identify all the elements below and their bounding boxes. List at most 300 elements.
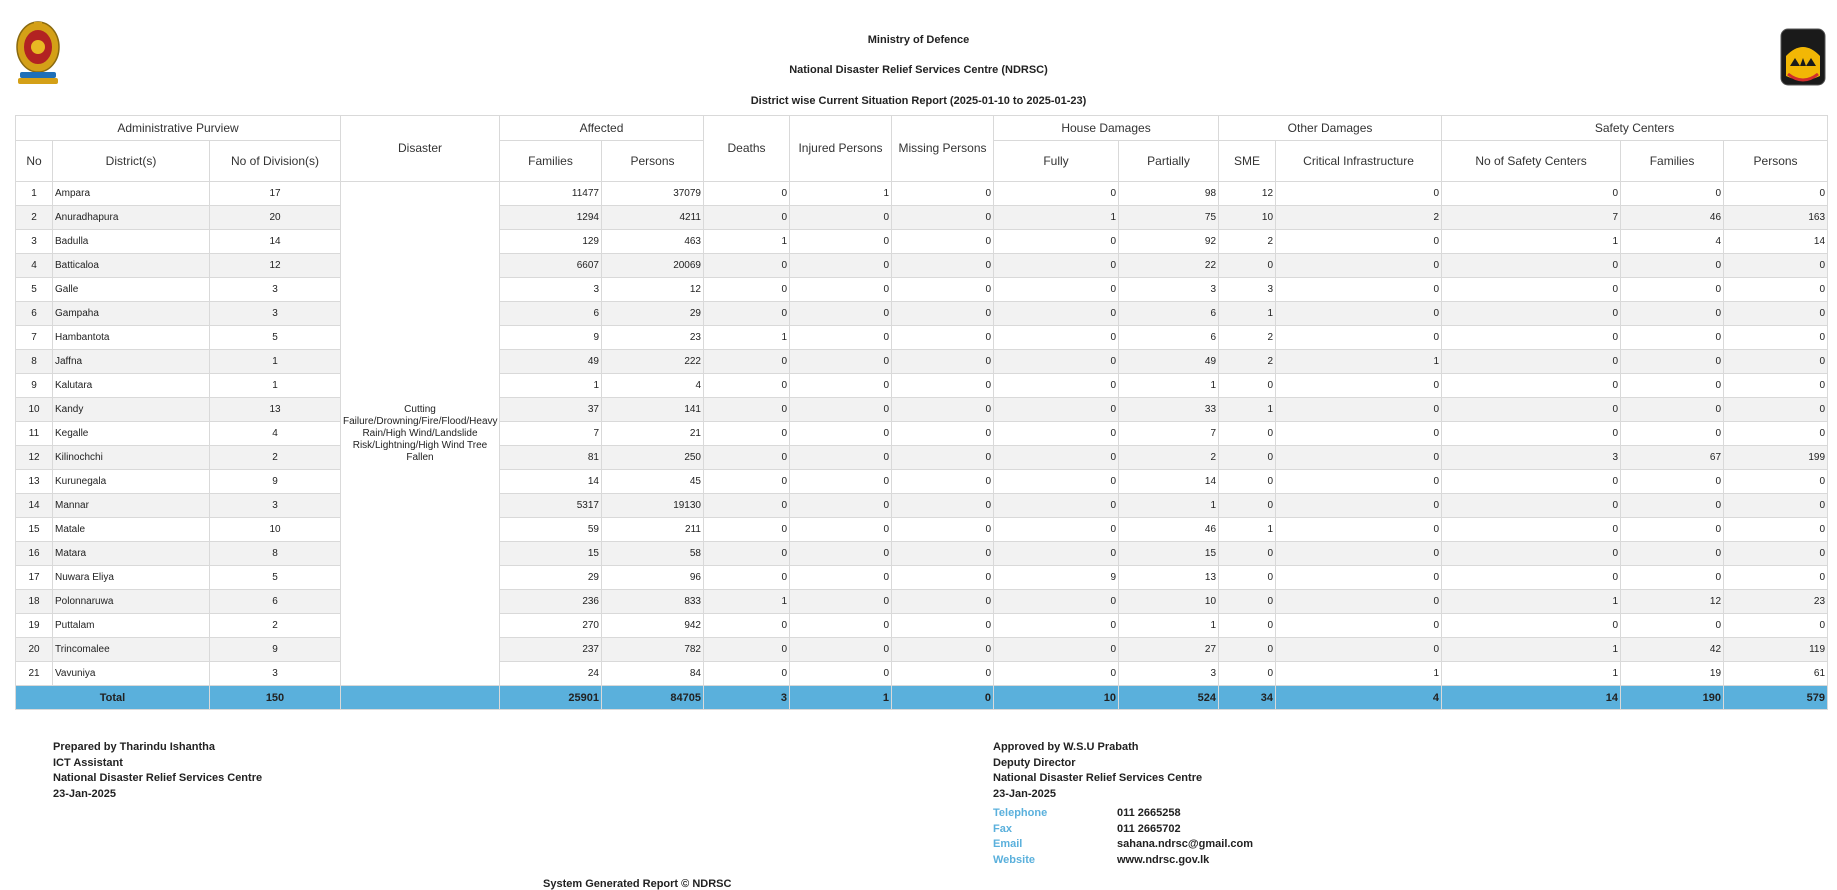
table-row: [16, 662, 1828, 686]
total-affected-families: 25901: [500, 686, 602, 710]
cell-deaths: 0: [704, 182, 790, 206]
prepared-by-block: [53, 740, 262, 802]
cell-partially: 22: [1119, 254, 1219, 278]
cell-affected-persons: 463: [602, 230, 704, 254]
cell-partially: 1: [1119, 614, 1219, 638]
cell-sme: 0: [1219, 494, 1276, 518]
header-other-damages: Other Damages: [1219, 116, 1442, 141]
cell-critical-infrastructure: 0: [1276, 590, 1442, 614]
table-row: [16, 494, 1828, 518]
cell-critical-infrastructure: 1: [1276, 662, 1442, 686]
cell-safety-persons: 0: [1724, 614, 1828, 638]
table-row: [16, 446, 1828, 470]
cell-partially: 49: [1119, 350, 1219, 374]
cell-partially: 46: [1119, 518, 1219, 542]
cell-missing: 0: [892, 182, 994, 206]
total-label: Total: [16, 686, 210, 710]
cell-affected-persons: 782: [602, 638, 704, 662]
cell-critical-infrastructure: 0: [1276, 638, 1442, 662]
cell-sme: 1: [1219, 302, 1276, 326]
cell-injured: 0: [790, 350, 892, 374]
cell-critical-infrastructure: 0: [1276, 566, 1442, 590]
cell-divisions: 9: [210, 638, 341, 662]
cell-deaths: 1: [704, 326, 790, 350]
cell-fully: 0: [994, 230, 1119, 254]
cell-divisions: 17: [210, 182, 341, 206]
cell-affected-persons: 250: [602, 446, 704, 470]
header-safety-persons: Persons: [1724, 141, 1828, 182]
cell-injured: 0: [790, 494, 892, 518]
cell-safety-count: 0: [1442, 350, 1621, 374]
cell-sme: 0: [1219, 614, 1276, 638]
cell-sme: 10: [1219, 206, 1276, 230]
cell-partially: 6: [1119, 302, 1219, 326]
cell-fully: 0: [994, 374, 1119, 398]
cell-district: Kurunegala: [53, 470, 210, 494]
approved-by-title: Deputy Director: [993, 756, 1076, 769]
cell-missing: 0: [892, 470, 994, 494]
cell-critical-infrastructure: 2: [1276, 206, 1442, 230]
cell-no: 6: [16, 302, 53, 326]
cell-critical-infrastructure: 1: [1276, 350, 1442, 374]
cell-deaths: 0: [704, 614, 790, 638]
table-row: [16, 374, 1828, 398]
cell-safety-persons: 0: [1724, 254, 1828, 278]
cell-partially: 14: [1119, 470, 1219, 494]
cell-safety-persons: 0: [1724, 278, 1828, 302]
approved-by-name: Approved by W.S.U Prabath: [993, 741, 1139, 753]
cell-critical-infrastructure: 0: [1276, 182, 1442, 206]
prepared-by-date: 23-Jan-2025: [53, 787, 116, 800]
cell-partially: 13: [1119, 566, 1219, 590]
cell-no: 2: [16, 206, 53, 230]
cell-affected-families: 6607: [500, 254, 602, 278]
cell-fully: 0: [994, 302, 1119, 326]
contact-value: 011 2665702: [1117, 822, 1181, 835]
cell-deaths: 0: [704, 446, 790, 470]
contact-website: [993, 853, 1253, 869]
cell-affected-families: 81: [500, 446, 602, 470]
cell-safety-count: 0: [1442, 182, 1621, 206]
contact-label: Website: [993, 853, 1035, 866]
cell-critical-infrastructure: 0: [1276, 494, 1442, 518]
cell-district: Badulla: [53, 230, 210, 254]
cell-district: Batticaloa: [53, 254, 210, 278]
header-safety-families: Families: [1621, 141, 1724, 182]
cell-sme: 0: [1219, 662, 1276, 686]
total-fully: 10: [994, 686, 1119, 710]
contact-label: Telephone: [993, 807, 1048, 819]
cell-divisions: 14: [210, 230, 341, 254]
header-safety-count: No of Safety Centers: [1442, 141, 1621, 182]
cell-affected-families: 59: [500, 518, 602, 542]
cell-fully: 0: [994, 350, 1119, 374]
header-sme: SME: [1219, 141, 1276, 182]
cell-safety-count: 1: [1442, 590, 1621, 614]
cell-safety-persons: 163: [1724, 206, 1828, 230]
contact-telephone: [993, 806, 1253, 822]
table-row: [16, 206, 1828, 230]
cell-no: 1: [16, 182, 53, 206]
cell-deaths: 0: [704, 638, 790, 662]
cell-safety-count: 0: [1442, 302, 1621, 326]
cell-sme: 2: [1219, 230, 1276, 254]
cell-fully: 0: [994, 470, 1119, 494]
total-deaths: 3: [704, 686, 790, 710]
cell-affected-families: 1: [500, 374, 602, 398]
cell-critical-infrastructure: 0: [1276, 422, 1442, 446]
table-row: [16, 614, 1828, 638]
cell-district: Ampara: [53, 182, 210, 206]
header-affected-persons: Persons: [602, 141, 704, 182]
cell-sme: 0: [1219, 254, 1276, 278]
cell-critical-infrastructure: 0: [1276, 470, 1442, 494]
cell-sme: 0: [1219, 422, 1276, 446]
cell-affected-persons: 4: [602, 374, 704, 398]
cell-safety-count: 1: [1442, 662, 1621, 686]
cell-no: 11: [16, 422, 53, 446]
table-row: [16, 182, 1828, 206]
cell-divisions: 2: [210, 446, 341, 470]
header-affected-families: Families: [500, 141, 602, 182]
cell-safety-families: 0: [1621, 398, 1724, 422]
cell-injured: 0: [790, 470, 892, 494]
cell-safety-families: 0: [1621, 374, 1724, 398]
cell-divisions: 20: [210, 206, 341, 230]
cell-affected-families: 6: [500, 302, 602, 326]
cell-deaths: 0: [704, 470, 790, 494]
cell-divisions: 5: [210, 326, 341, 350]
cell-safety-count: 0: [1442, 542, 1621, 566]
cell-critical-infrastructure: 0: [1276, 614, 1442, 638]
cell-safety-count: 0: [1442, 398, 1621, 422]
total-affected-persons: 84705: [602, 686, 704, 710]
cell-no: 19: [16, 614, 53, 638]
cell-fully: 0: [994, 278, 1119, 302]
table-row: [16, 590, 1828, 614]
header-critical-infrastructure: Critical Infrastructure: [1276, 141, 1442, 182]
cell-critical-infrastructure: 0: [1276, 518, 1442, 542]
cell-district: Vavuniya: [53, 662, 210, 686]
cell-sme: 3: [1219, 278, 1276, 302]
header-deaths: Deaths: [704, 116, 790, 182]
cell-critical-infrastructure: 0: [1276, 278, 1442, 302]
cell-affected-persons: 58: [602, 542, 704, 566]
cell-partially: 3: [1119, 662, 1219, 686]
cell-safety-families: 0: [1621, 254, 1724, 278]
cell-fully: 0: [994, 614, 1119, 638]
contact-label: Email: [993, 838, 1023, 850]
total-missing: 0: [892, 686, 994, 710]
cell-district: Matara: [53, 542, 210, 566]
total-safety-persons: 579: [1724, 686, 1828, 710]
cell-affected-families: 11477: [500, 182, 602, 206]
cell-injured: 0: [790, 566, 892, 590]
cell-affected-persons: 211: [602, 518, 704, 542]
cell-safety-persons: 0: [1724, 542, 1828, 566]
cell-safety-families: 0: [1621, 422, 1724, 446]
cell-deaths: 1: [704, 590, 790, 614]
cell-safety-persons: 0: [1724, 398, 1828, 422]
cell-injured: 0: [790, 374, 892, 398]
cell-missing: 0: [892, 326, 994, 350]
cell-injured: 0: [790, 446, 892, 470]
cell-sme: 0: [1219, 470, 1276, 494]
cell-missing: 0: [892, 662, 994, 686]
cell-safety-persons: 23: [1724, 590, 1828, 614]
contact-block: [993, 806, 1253, 868]
cell-district: Puttalam: [53, 614, 210, 638]
contact-value: sahana.ndrsc@gmail.com: [1117, 838, 1254, 850]
cell-district: Trincomalee: [53, 638, 210, 662]
cell-affected-families: 15: [500, 542, 602, 566]
cell-partially: 10: [1119, 590, 1219, 614]
cell-missing: 0: [892, 230, 994, 254]
cell-fully: 0: [994, 494, 1119, 518]
cell-no: 12: [16, 446, 53, 470]
cell-deaths: 0: [704, 662, 790, 686]
cell-partially: 33: [1119, 398, 1219, 422]
cell-divisions: 8: [210, 542, 341, 566]
cell-no: 16: [16, 542, 53, 566]
cell-safety-families: 0: [1621, 350, 1724, 374]
cell-affected-persons: 4211: [602, 206, 704, 230]
cell-missing: 0: [892, 254, 994, 278]
cell-injured: 0: [790, 230, 892, 254]
cell-safety-count: 0: [1442, 326, 1621, 350]
cell-safety-count: 0: [1442, 254, 1621, 278]
sri-lanka-emblem-icon: [15, 20, 61, 86]
cell-fully: 0: [994, 518, 1119, 542]
cell-affected-families: 5317: [500, 494, 602, 518]
cell-divisions: 6: [210, 590, 341, 614]
cell-critical-infrastructure: 0: [1276, 230, 1442, 254]
cell-safety-count: 0: [1442, 494, 1621, 518]
cell-injured: 0: [790, 614, 892, 638]
cell-sme: 1: [1219, 398, 1276, 422]
cell-affected-persons: 942: [602, 614, 704, 638]
cell-injured: 0: [790, 662, 892, 686]
cell-affected-families: 37: [500, 398, 602, 422]
report-title: District wise Current Situation Report (2025-01-10 to 2025-01-23): [750, 95, 1087, 107]
cell-safety-persons: 0: [1724, 566, 1828, 590]
cell-missing: 0: [892, 374, 994, 398]
cell-injured: 0: [790, 638, 892, 662]
cell-missing: 0: [892, 590, 994, 614]
ndrsc-logo-icon: [1780, 28, 1826, 86]
cell-critical-infrastructure: 0: [1276, 326, 1442, 350]
cell-divisions: 4: [210, 422, 341, 446]
cell-injured: 0: [790, 422, 892, 446]
cell-safety-persons: 0: [1724, 518, 1828, 542]
cell-divisions: 9: [210, 470, 341, 494]
cell-critical-infrastructure: 0: [1276, 254, 1442, 278]
report-body: [16, 182, 1828, 710]
situation-report-table: [15, 115, 1828, 710]
cell-no: 15: [16, 518, 53, 542]
cell-fully: 0: [994, 446, 1119, 470]
table-row: [16, 350, 1828, 374]
header-injured: Injured Persons: [790, 116, 892, 182]
cell-district: Matale: [53, 518, 210, 542]
cell-safety-persons: 0: [1724, 182, 1828, 206]
contact-value: 011 2665258: [1117, 807, 1181, 819]
cell-divisions: 2: [210, 614, 341, 638]
cell-affected-families: 14: [500, 470, 602, 494]
ministry-title: Ministry of Defence: [867, 34, 970, 46]
cell-missing: 0: [892, 422, 994, 446]
cell-partially: 2: [1119, 446, 1219, 470]
cell-affected-families: 49: [500, 350, 602, 374]
cell-safety-families: 0: [1621, 278, 1724, 302]
cell-safety-count: 0: [1442, 470, 1621, 494]
cell-critical-infrastructure: 0: [1276, 446, 1442, 470]
prepared-by-title: ICT Assistant: [53, 756, 123, 769]
cell-injured: 0: [790, 302, 892, 326]
cell-safety-count: 0: [1442, 422, 1621, 446]
cell-safety-persons: 0: [1724, 422, 1828, 446]
cell-district: Galle: [53, 278, 210, 302]
cell-sme: 1: [1219, 518, 1276, 542]
cell-safety-families: 0: [1621, 494, 1724, 518]
cell-partially: 1: [1119, 494, 1219, 518]
cell-affected-persons: 37079: [602, 182, 704, 206]
table-row: [16, 566, 1828, 590]
table-row: [16, 326, 1828, 350]
total-critical-infrastructure: 4: [1276, 686, 1442, 710]
cell-no: 10: [16, 398, 53, 422]
cell-safety-persons: 0: [1724, 350, 1828, 374]
cell-safety-families: 0: [1621, 542, 1724, 566]
cell-missing: 0: [892, 350, 994, 374]
cell-divisions: 3: [210, 278, 341, 302]
total-disaster-blank: [341, 686, 500, 710]
cell-affected-persons: 12: [602, 278, 704, 302]
cell-deaths: 0: [704, 302, 790, 326]
cell-safety-persons: 0: [1724, 302, 1828, 326]
cell-safety-families: 46: [1621, 206, 1724, 230]
cell-injured: 0: [790, 254, 892, 278]
prepared-by-org: National Disaster Relief Services Centre: [53, 772, 263, 784]
cell-affected-families: 24: [500, 662, 602, 686]
total-divisions: 150: [210, 686, 341, 710]
cell-partially: 1: [1119, 374, 1219, 398]
cell-no: 13: [16, 470, 53, 494]
cell-divisions: 1: [210, 374, 341, 398]
cell-safety-count: 7: [1442, 206, 1621, 230]
cell-affected-families: 236: [500, 590, 602, 614]
cell-affected-families: 237: [500, 638, 602, 662]
cell-safety-families: 4: [1621, 230, 1724, 254]
cell-safety-persons: 199: [1724, 446, 1828, 470]
disaster-cell: Cutting Failure/Drowning/Fire/Flood/Heavy Rain/High Wind/Landslide Risk/Lightning/High Wind Tree Fallen: [341, 182, 500, 686]
table-row: [16, 542, 1828, 566]
cell-affected-persons: 84: [602, 662, 704, 686]
cell-district: Kalutara: [53, 374, 210, 398]
cell-injured: 0: [790, 206, 892, 230]
cell-missing: 0: [892, 518, 994, 542]
cell-affected-persons: 96: [602, 566, 704, 590]
cell-sme: 0: [1219, 638, 1276, 662]
cell-partially: 3: [1119, 278, 1219, 302]
header-no: No: [16, 141, 53, 182]
total-safety-count: 14: [1442, 686, 1621, 710]
approved-by-block: [993, 740, 1202, 802]
cell-injured: 0: [790, 518, 892, 542]
cell-affected-families: 9: [500, 326, 602, 350]
cell-fully: 0: [994, 638, 1119, 662]
cell-safety-families: 19: [1621, 662, 1724, 686]
cell-injured: 1: [790, 182, 892, 206]
cell-district: Mannar: [53, 494, 210, 518]
cell-affected-persons: 833: [602, 590, 704, 614]
cell-fully: 0: [994, 254, 1119, 278]
table-row: [16, 278, 1828, 302]
cell-safety-families: 0: [1621, 614, 1724, 638]
cell-no: 4: [16, 254, 53, 278]
cell-safety-families: 0: [1621, 182, 1724, 206]
cell-fully: 0: [994, 326, 1119, 350]
cell-missing: 0: [892, 446, 994, 470]
cell-safety-persons: 0: [1724, 326, 1828, 350]
header-admin-purview: Administrative Purview: [16, 116, 341, 141]
cell-safety-persons: 0: [1724, 494, 1828, 518]
cell-safety-count: 0: [1442, 374, 1621, 398]
footer-text: System Generated Report © NDRSC: [543, 878, 732, 890]
cell-district: Gampaha: [53, 302, 210, 326]
cell-divisions: 3: [210, 494, 341, 518]
cell-sme: 12: [1219, 182, 1276, 206]
cell-partially: 27: [1119, 638, 1219, 662]
cell-fully: 0: [994, 182, 1119, 206]
cell-divisions: 3: [210, 302, 341, 326]
cell-district: Polonnaruwa: [53, 590, 210, 614]
cell-deaths: 0: [704, 422, 790, 446]
cell-safety-families: 0: [1621, 326, 1724, 350]
cell-partially: 7: [1119, 422, 1219, 446]
cell-divisions: 1: [210, 350, 341, 374]
cell-fully: 1: [994, 206, 1119, 230]
cell-partially: 15: [1119, 542, 1219, 566]
cell-deaths: 0: [704, 374, 790, 398]
cell-missing: 0: [892, 302, 994, 326]
cell-affected-families: 270: [500, 614, 602, 638]
header-disaster: Disaster: [341, 116, 500, 182]
header-house-damages: House Damages: [994, 116, 1219, 141]
cell-deaths: 0: [704, 278, 790, 302]
cell-no: 20: [16, 638, 53, 662]
cell-safety-persons: 61: [1724, 662, 1828, 686]
cell-affected-persons: 29: [602, 302, 704, 326]
cell-safety-persons: 0: [1724, 374, 1828, 398]
header-missing: Missing Persons: [892, 116, 994, 182]
cell-safety-count: 3: [1442, 446, 1621, 470]
cell-missing: 0: [892, 614, 994, 638]
cell-missing: 0: [892, 206, 994, 230]
approved-by-org: National Disaster Relief Services Centre: [993, 772, 1203, 784]
cell-fully: 0: [994, 590, 1119, 614]
table-row: [16, 398, 1828, 422]
cell-safety-families: 0: [1621, 470, 1724, 494]
centre-title: National Disaster Relief Services Centre (NDRSC): [789, 64, 1048, 76]
cell-affected-persons: 19130: [602, 494, 704, 518]
cell-critical-infrastructure: 0: [1276, 542, 1442, 566]
header-divisions: No of Division(s): [210, 141, 341, 182]
cell-divisions: 12: [210, 254, 341, 278]
cell-divisions: 3: [210, 662, 341, 686]
report-header: [0, 0, 1837, 112]
cell-divisions: 5: [210, 566, 341, 590]
